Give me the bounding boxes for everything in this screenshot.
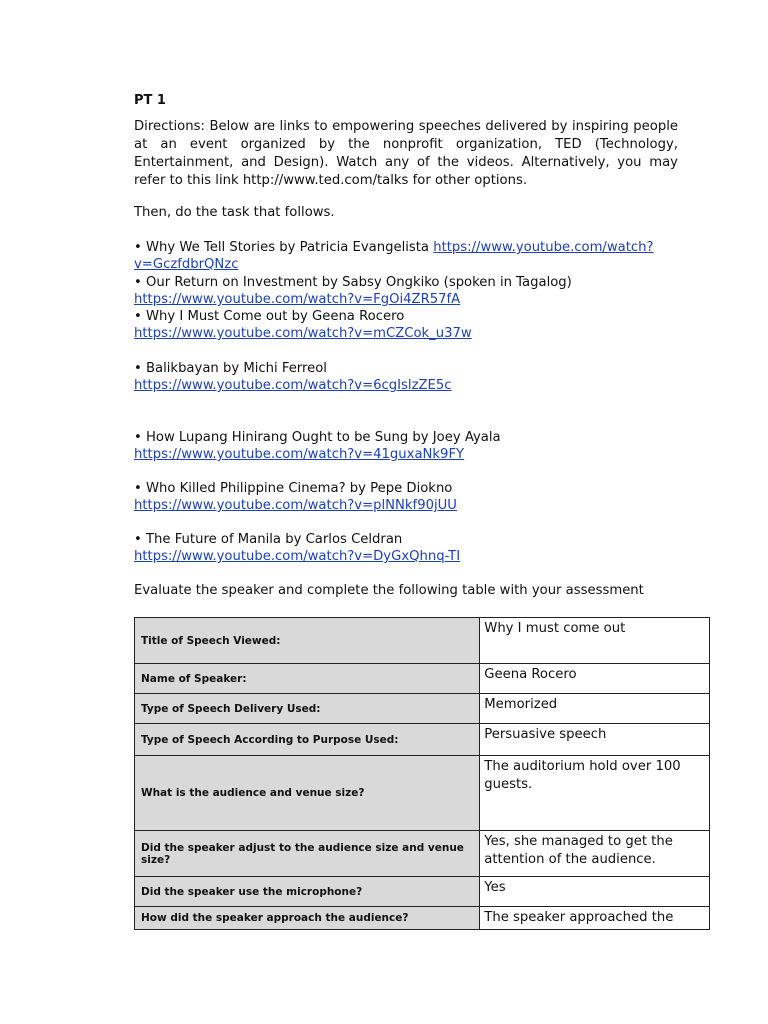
speech-title: • Why We Tell Stories by Patricia Evangelista — [134, 240, 434, 255]
speech-title: • How Lupang Hinirang Ought to be Sung by Joey Ayala — [134, 430, 501, 445]
row-value[interactable]: Yes — [480, 877, 710, 907]
row-value[interactable]: The speaker approached the — [480, 907, 710, 930]
instruction-text: Then, do the task that follows. — [134, 205, 335, 220]
row-label: Title of Speech Viewed: — [135, 618, 480, 664]
row-label: Name of Speaker: — [135, 664, 480, 694]
row-value[interactable]: Yes, she managed to get the attention of the audience. — [480, 831, 710, 877]
speech-title: • Our Return on Investment by Sabsy Ongkiko (spoken in Tagalog) — [134, 275, 572, 290]
video-link[interactable]: https://www.youtube.com/watch?v=plNNkf90jUU — [134, 498, 457, 513]
table-row — [135, 664, 710, 694]
row-value[interactable]: Memorized — [480, 694, 710, 724]
evaluate-instruction: Evaluate the speaker and complete the following table with your assessment — [134, 583, 644, 598]
row-label: How did the speaker approach the audience? — [135, 907, 480, 930]
table-row — [135, 724, 710, 756]
page-title: PT 1 — [134, 93, 166, 108]
directions-paragraph: Directions: Below are links to empowering speeches delivered by inspiring people at an event organized by the nonprofit organization, TED (Technology, Entertainment, and Design). Watch any of the videos. Alternatively, you may refer to this link http://www.ted.com/talks for other options. — [134, 119, 678, 188]
video-link[interactable]: https://www.youtube.com/watch?v=mCZCok_u37w — [134, 326, 472, 341]
video-link[interactable]: https://www.youtube.com/watch?v=6cgIslzZE5c — [134, 378, 452, 393]
table-row — [135, 618, 710, 664]
list-item — [134, 480, 678, 514]
speech-title: • The Future of Manila by Carlos Celdran — [134, 532, 403, 547]
row-label: Did the speaker adjust to the audience size and venue size? — [135, 831, 480, 877]
video-link[interactable]: https://www.youtube.com/watch?v=41guxaNk9FY — [134, 447, 465, 462]
row-value[interactable]: Persuasive speech — [480, 724, 710, 756]
row-label: What is the audience and venue size? — [135, 756, 480, 831]
assessment-table — [134, 617, 710, 930]
speech-title: • Balikbayan by Michi Ferreol — [134, 361, 327, 376]
row-label: Type of Speech According to Purpose Used: — [135, 724, 480, 756]
row-label: Did the speaker use the microphone? — [135, 877, 480, 907]
table-row — [135, 831, 710, 877]
list-item — [134, 531, 678, 565]
table-row — [135, 756, 710, 831]
video-link[interactable]: https://www.youtube.com/watch?v=GczfdbrQNzc — [134, 240, 654, 272]
list-item — [134, 360, 678, 394]
list-item — [134, 274, 678, 308]
list-item — [134, 429, 678, 463]
video-link[interactable]: https://www.youtube.com/watch?v=FgOi4ZR57fA — [134, 292, 461, 307]
speech-title: • Why I Must Come out by Geena Rocero — [134, 309, 405, 324]
speech-title: • Who Killed Philippine Cinema? by Pepe Diokno — [134, 481, 453, 496]
list-item — [134, 308, 678, 342]
row-value[interactable]: Why I must come out — [480, 618, 710, 664]
list-item — [134, 239, 678, 273]
video-link[interactable]: https://www.youtube.com/watch?v=DyGxQhnq-TI — [134, 549, 461, 564]
row-value[interactable]: The auditorium hold over 100 guests. — [480, 756, 710, 831]
row-value[interactable]: Geena Rocero — [480, 664, 710, 694]
table-row — [135, 694, 710, 724]
table-row — [135, 907, 710, 930]
table-row — [135, 877, 710, 907]
row-label: Type of Speech Delivery Used: — [135, 694, 480, 724]
